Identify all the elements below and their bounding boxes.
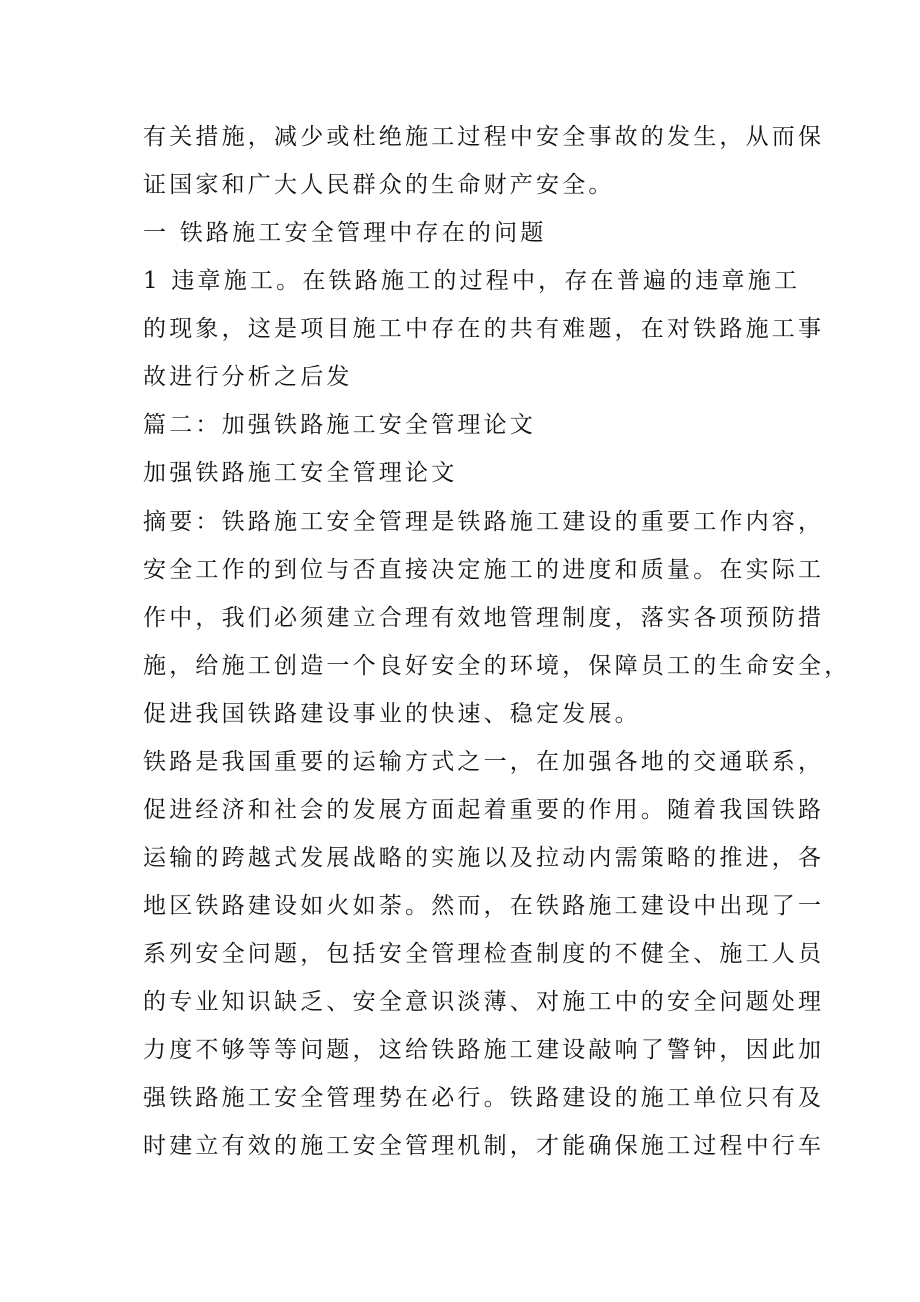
text-line: 有关措施，减少或杜绝施工过程中安全事故的发生，从而保 — [143, 124, 825, 150]
text-line: 施，给施工创造一个良好安全的环境，保障员工的生命安全， — [143, 653, 851, 679]
text-line: 铁路是我国重要的运输方式之一，在加强各地的交通联系， — [143, 749, 825, 775]
text-line: 时建立有效的施工安全管理机制，才能确保施工过程中行车 — [143, 1133, 825, 1159]
text-line: 地区铁路建设如火如荼。然而，在铁路施工建设中出现了一 — [143, 893, 825, 919]
text-line: 促进我国铁路建设事业的快速、稳定发展。 — [143, 701, 641, 727]
text-line: 运输的跨越式发展战略的实施以及拉动内需策略的推进，各 — [143, 845, 825, 871]
text-line: 1 违章施工。在铁路施工的过程中，存在普遍的违章施工 — [143, 268, 801, 294]
text-line: 作中，我们必须建立合理有效地管理制度，落实各项预防措 — [143, 605, 825, 631]
text-line: 的现象，这是项目施工中存在的共有难题，在对铁路施工事 — [143, 316, 825, 342]
text-line: 安全工作的到位与否直接决定施工的进度和质量。在实际工 — [143, 557, 825, 583]
text-line: 的专业知识缺乏、安全意识淡薄、对施工中的安全问题处理 — [143, 989, 825, 1015]
text-line: 证国家和广大人民群众的生命财产安全。 — [143, 172, 615, 198]
article-heading: 篇二：加强铁路施工安全管理论文 — [143, 412, 536, 438]
text-line: 强铁路施工安全管理势在必行。铁路建设的施工单位只有及 — [143, 1085, 825, 1111]
text-line: 摘要：铁路施工安全管理是铁路施工建设的重要工作内容， — [143, 509, 825, 535]
text-line: 系列安全问题，包括安全管理检查制度的不健全、施工人员 — [143, 941, 825, 967]
section-heading: 一 铁路施工安全管理中存在的问题 — [143, 220, 547, 246]
text-line: 促进经济和社会的发展方面起着重要的作用。随着我国铁路 — [143, 797, 825, 823]
text-line: 力度不够等等问题，这给铁路施工建设敲响了警钟，因此加 — [143, 1037, 825, 1063]
text-line: 故进行分析之后发 — [143, 364, 353, 390]
article-title: 加强铁路施工安全管理论文 — [143, 460, 458, 486]
